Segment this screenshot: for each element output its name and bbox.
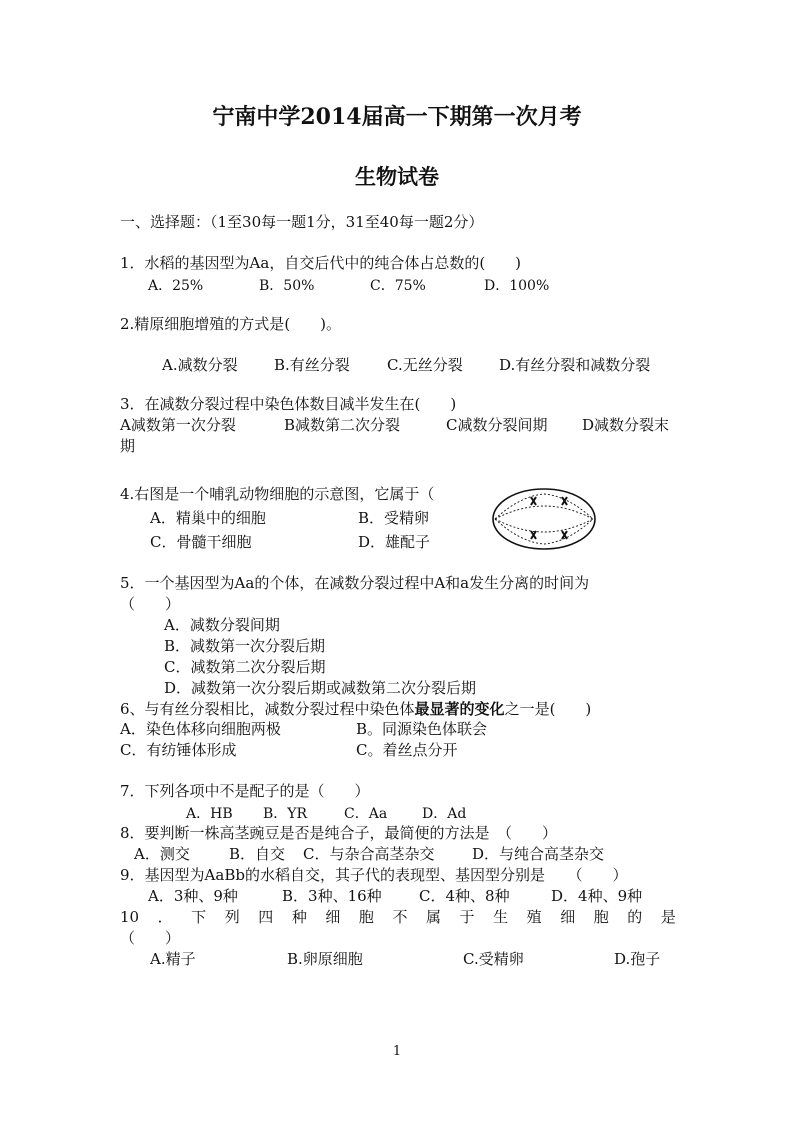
section-heading: 一、选择题：（1至30每一题1分，31至40每一题2分） [120,213,484,231]
q7-option-b: B．YR [263,806,308,822]
q10-stem-char: 列 [224,908,240,926]
cell-membrane [493,489,595,549]
q8-option-b: B．自交 [229,845,286,863]
q1-option-c: C．75% [370,278,426,294]
q2-option-c: C.无丝分裂 [387,356,463,374]
q5-option-d: D．减数第一次分裂后期或减数第二次分裂后期 [164,679,477,697]
q9-option-b: B．3种、16种 [282,887,382,905]
q7-option-a: A．HB [186,806,233,822]
q10-stem-char: 下 [191,908,207,926]
chromosome-3 [531,531,536,539]
q4-stem: 4.右图是一个哺乳动物细胞的示意图，它属于（ [120,485,435,503]
q10-stem-char: 细 [560,908,576,926]
q8-option-d: D．与纯合高茎杂交 [472,845,605,863]
q4-option-d: D．雄配子 [358,533,431,551]
q2-stem: 2.精原细胞增殖的方式是( )。 [120,315,342,333]
q3-stem: 3．在减数分裂过程中染色体数目减半发生在( ) [120,395,457,413]
q10-stem-char: ． [157,908,173,926]
q4-option-a: A．精巢中的细胞 [150,509,266,527]
q4-option-c: C．骨髓干细胞 [150,533,252,551]
q7-option-c: C．Aa [344,806,388,822]
cell-diagram [490,484,598,554]
chromosome-2 [562,497,567,505]
q2-option-d: D.有丝分裂和减数分裂 [499,356,651,374]
q1-option-d: D．100% [484,278,550,294]
page-number: 1 [392,1044,402,1059]
q6-stem-end: 之一是( ) [504,700,592,718]
q5-stem: 5．一个基因型为Aa的个体，在减数分裂过程中A和a发生分离的时间为 [120,574,590,592]
q6-option-c: C．有纺锤体形成 [120,741,237,759]
q10-stem-char: 殖 [526,908,542,926]
q10-option-a: A.精子 [150,950,196,968]
q9-option-d: D．4种、9种 [551,887,643,905]
q1-stem: 1．水稻的基因型为Aa，自交后代中的纯合体占总数的( ) [120,254,522,272]
q2-option-a: A.减数分裂 [162,356,238,374]
q9-option-a: A．3种、9种 [148,887,238,905]
q5-option-c: C．减数第二次分裂后期 [164,658,326,676]
q2-option-b: B.有丝分裂 [274,356,350,374]
exam-subtitle: 生物试卷 [355,164,439,189]
exam-title: 宁南中学2014届高一下期第一次月考 [212,104,582,130]
q10-stem-char: 胞 [358,908,374,926]
q10-stem-char: 胞 [593,908,609,926]
q7-option-d: D．Ad [422,806,467,822]
q4-option-b: B．受精卵 [358,509,430,527]
q8-option-c: C．与杂合高茎杂交 [303,845,435,863]
q3-option-b: B减数第二次分裂 [284,416,401,434]
q10-stem-char: 细 [325,908,341,926]
q10-stem-char: 种 [291,908,307,926]
q10-stem-char: 是 [660,908,676,926]
q10-stem-char: 生 [493,908,509,926]
q5-option-b: B．减数第一次分裂后期 [164,637,326,655]
q9-option-c: C．4种、8种 [419,887,510,905]
chromosome-1 [531,497,536,505]
q8-option-a: A．测交 [134,845,190,863]
q10-stem-char: 属 [426,908,442,926]
q10-answer-paren: （ ） [120,929,181,947]
q6-stem-emphasis: 最显著的变化 [414,700,505,718]
chromosome-group [531,497,567,539]
q6-stem [120,700,591,718]
q10-stem [120,908,676,926]
q10-option-b: B.卵原细胞 [287,950,363,968]
spindle-fibers [495,494,593,544]
q10-stem-char: 的 [627,908,643,926]
q6-option-b: B。同源染色体联会 [356,720,488,738]
q1-option-a: A．25% [148,278,204,294]
q3-option-c: C减数分裂间期 [446,416,548,434]
q7-stem: 7．下列各项中不是配子的是（ ） [120,782,370,800]
q3-option-a: A减数第一次分裂 [120,416,236,434]
q3-option-d-wrap: 期 [120,437,136,455]
q8-stem: 8．要判断一株高茎豌豆是否是纯合子，最简便的方法是 （ ） [120,824,558,842]
q10-option-c: C.受精卵 [463,950,524,968]
q10-option-d: D.孢子 [614,950,661,968]
q5-option-a: A．减数分裂间期 [164,616,280,634]
q6-option-a: A．染色体移向细胞两极 [120,720,281,738]
q10-stem-char: 不 [392,908,408,926]
q6-option-d: C。着丝点分开 [356,741,458,759]
q5-answer-paren: （ ） [120,595,181,613]
q3-option-d: D减数分裂末 [582,416,670,434]
q10-stem-char: 10 [120,908,140,926]
q9-stem: 9．基因型为AaBb的水稻自交，其子代的表现型、基因型分别是 （ ） [120,866,628,884]
q1-option-b: B．50% [259,278,315,294]
chromosome-4 [562,531,567,539]
q10-stem-char: 四 [258,908,274,926]
q6-stem-start: 6、与有丝分裂相比，减数分裂过程中染色体 [120,700,415,718]
q10-stem-char: 于 [459,908,475,926]
